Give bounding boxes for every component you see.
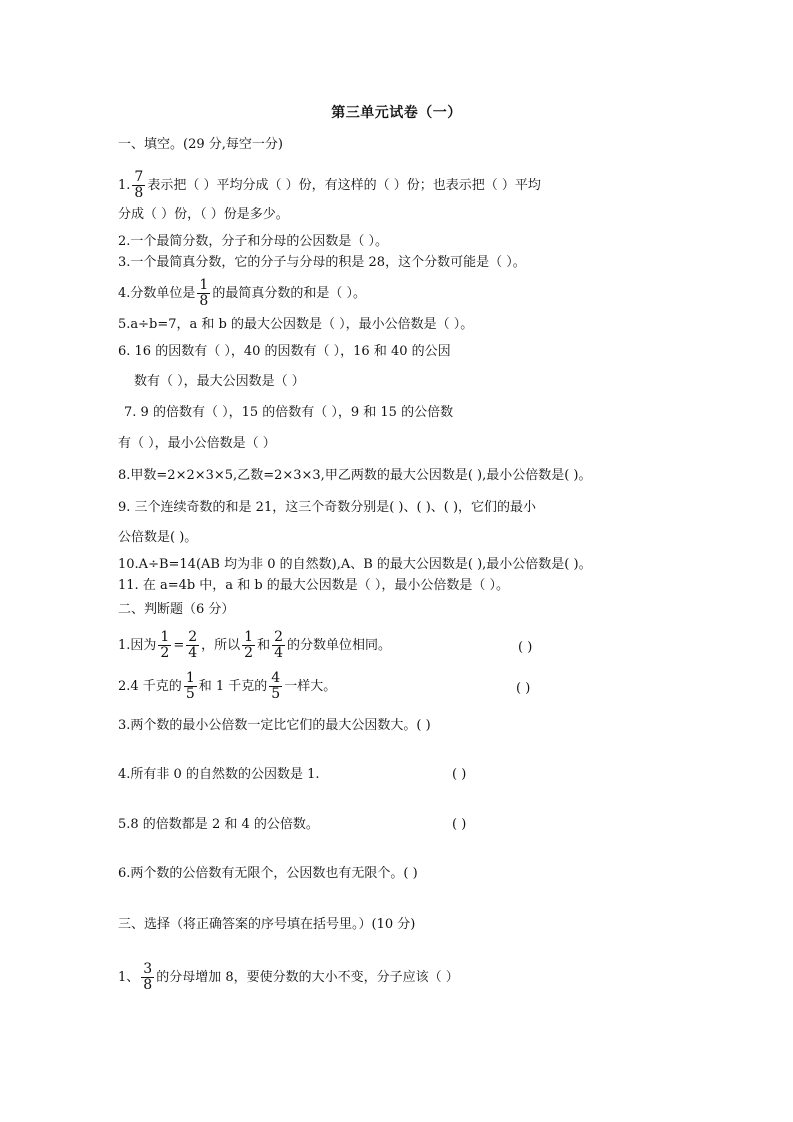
question-6-line-1: 6. 16 的因数有（ ），40 的因数有（ ），16 和 40 的公因: [118, 344, 451, 359]
fraction: [242, 630, 255, 661]
question-number: 1、: [118, 970, 140, 985]
fraction: [132, 170, 145, 201]
fraction-denominator: 2: [244, 645, 254, 661]
question-9-line-1: 9. 三个连续奇数的和是 21，这三个奇数分别是( )、( )、( )，它们的最小: [118, 500, 537, 515]
page-title: 第三单元试卷（一）: [331, 105, 462, 121]
judgment-3: 3.两个数的最小公倍数一定比它们的最大公因数大。( ): [118, 718, 431, 733]
fraction-denominator: 8: [134, 185, 144, 201]
judgment-2: [118, 671, 336, 702]
question-text: 2.4 千克的: [118, 679, 182, 694]
fraction-denominator: 4: [188, 645, 198, 661]
fraction: [158, 630, 171, 661]
fraction-numerator: 2: [188, 629, 198, 645]
question-5: 5.a÷b=7，a 和 b 的最大公因数是（ ），最小公倍数是（ ）。: [118, 317, 474, 332]
answer-paren[interactable]: ( ): [516, 681, 531, 696]
fraction-denominator: 5: [271, 686, 281, 702]
fraction: [272, 630, 285, 661]
fraction: [186, 630, 199, 661]
question-10: 10.A÷B=14(AB 均为非 0 的自然数),A、B 的最大公因数是( ),最小公倍数是( )。: [118, 557, 592, 572]
section-heading-fill-blank: 一、填空。(29 分,每空一分): [118, 137, 283, 152]
fraction-numerator: 1: [244, 629, 254, 645]
question-8: 8.甲数=2×2×3×5,乙数=2×3×3,甲乙两数的最大公因数是( ),最小公倍数是( )。: [118, 468, 592, 483]
answer-paren[interactable]: ( ): [518, 640, 533, 655]
question-7-line-1: 7. 9 的倍数有（ ），15 的倍数有（ ），9 和 15 的公倍数: [124, 405, 454, 420]
question-2: 2.一个最简分数，分子和分母的公因数是（ ）。: [118, 234, 389, 249]
question-text: ，所以: [201, 638, 241, 653]
question-text: 1.因为: [118, 638, 157, 653]
question-1-line-2: 分成（ ）份，（ ）份是多少。: [118, 207, 289, 222]
question-4: [118, 278, 366, 309]
question-number: 1.: [118, 178, 131, 193]
equals-sign: =: [173, 638, 185, 653]
question-text: 4.分数单位是: [118, 286, 196, 301]
question-text: 的分母增加 8，要使分数的大小不变，分子应该（ ）: [156, 970, 459, 985]
fraction-numerator: 1: [185, 670, 195, 686]
judgment-1: [118, 630, 391, 661]
fraction-numerator: 1: [160, 629, 170, 645]
answer-paren[interactable]: ( ): [452, 767, 467, 782]
fraction-numerator: 3: [143, 961, 153, 977]
fraction: [269, 671, 282, 702]
question-text: 的分数单位相同。: [287, 638, 392, 653]
question-text: 和: [257, 638, 271, 653]
question-text: 和 1 千克的: [198, 679, 268, 694]
judgment-4: 4.所有非 0 的自然数的公因数是 1.: [118, 767, 320, 782]
fraction-numerator: 7: [134, 169, 144, 185]
section-heading-choice: 三、选择（将正确答案的序号填在括号里。）(10 分): [118, 917, 416, 932]
question-11: 11. 在 a=4b 中，a 和 b 的最大公因数是（ ），最小公倍数是（ ）。: [118, 578, 510, 593]
judgment-6: 6.两个数的公倍数有无限个，公因数也有无限个。( ): [118, 866, 418, 881]
question-9-line-2: 公倍数是( )。: [118, 530, 198, 545]
fraction-denominator: 8: [199, 293, 209, 309]
fraction-numerator: 4: [271, 670, 281, 686]
question-3: 3.一个最简真分数，它的分子与分母的积是 28，这个分数可能是（ ）。: [118, 255, 526, 270]
fraction-denominator: 4: [274, 645, 284, 661]
section-heading-true-false: 二、判断题（6 分）: [118, 602, 235, 617]
judgment-5: 5.8 的倍数都是 2 和 4 的公倍数。: [118, 817, 319, 832]
fraction: [141, 962, 154, 993]
fraction-numerator: 1: [199, 277, 209, 293]
fraction: [197, 278, 210, 309]
fraction-denominator: 2: [160, 645, 170, 661]
question-7-line-2: 有（ ），最小公倍数是（ ）: [118, 436, 276, 451]
fraction: [184, 671, 197, 702]
fraction-denominator: 8: [143, 977, 153, 993]
question-1-line-1: [118, 170, 541, 201]
answer-paren[interactable]: ( ): [452, 817, 467, 832]
fraction-numerator: 2: [274, 629, 284, 645]
choice-1: [118, 962, 459, 993]
fraction-denominator: 5: [185, 686, 195, 702]
question-text: 表示把（ ）平均分成（ ）份，有这样的（ ）份；也表示把（ ）平均: [147, 178, 541, 193]
question-text: 一样大。: [284, 679, 337, 694]
question-text: 的最简真分数的和是（ ）。: [212, 286, 366, 301]
question-6-line-2: 数有（ ），最大公因数是（ ）: [134, 374, 305, 389]
